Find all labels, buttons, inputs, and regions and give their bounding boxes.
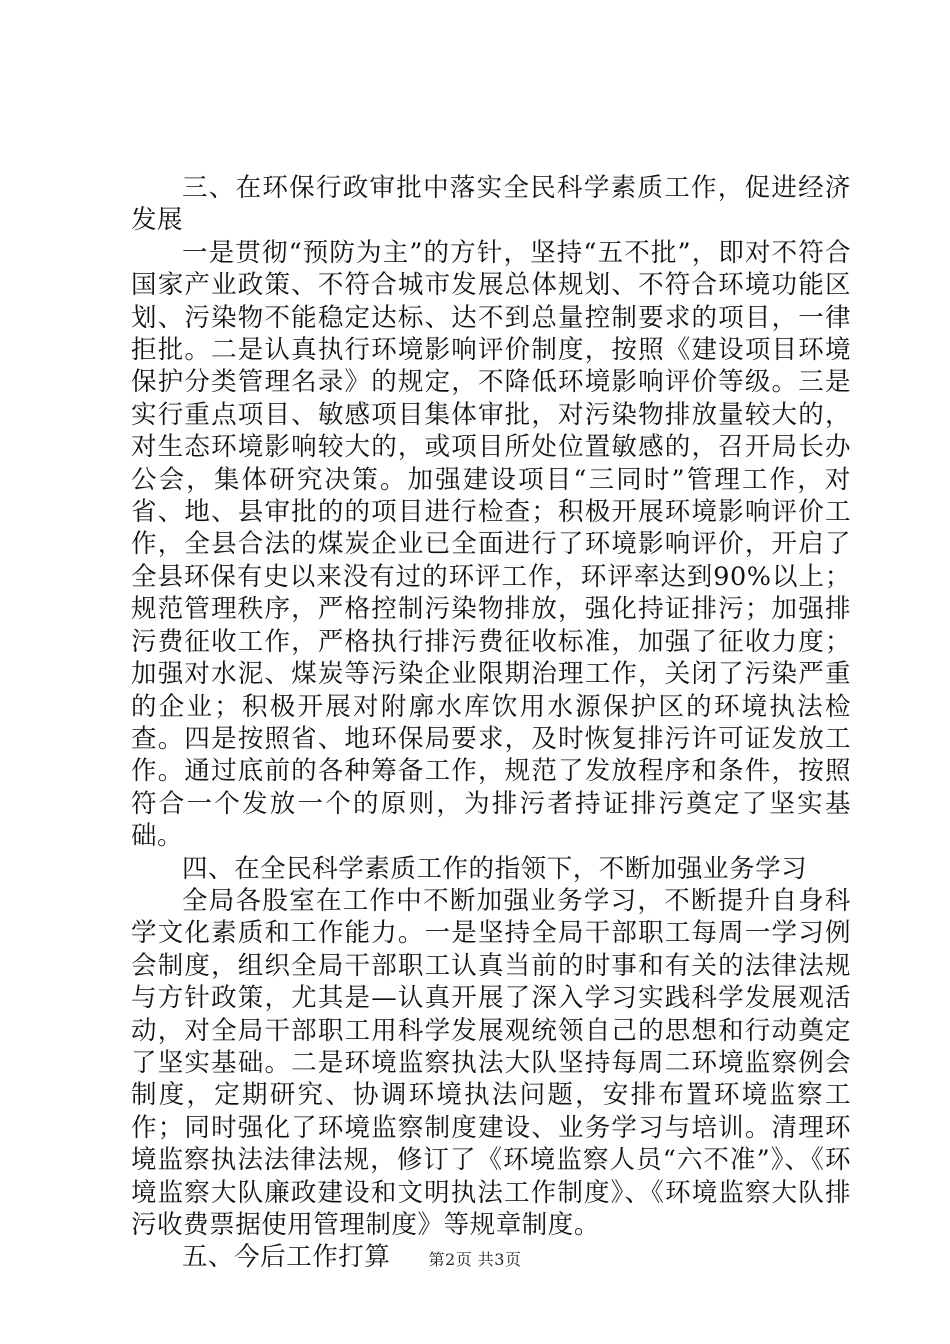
page-footer: 第2页 共3页 xyxy=(428,1250,522,1269)
section-heading-5: 五、今后工作打算 xyxy=(182,1242,391,1273)
section-heading-4: 四、在全民科学素质工作的指领下，不断加强业务学习 xyxy=(182,853,808,884)
body-paragraph-2: 全局各股室在工作中不断加强业务学习，不断提升自身科学文化素质和工作能力。一是坚持全局干部职工每周一学习例会制度，组织全局干部职工认真当前的时事和有关的法律法规与方针政策，尤其是—认真开展了深入学习实践科学发展观活动，对全局干部职工用科学发展观统领自己的思想和行动奠定了坚实基础。二是环境监察执法大队坚持每周二环境监察例会制度，定期研究、协调环境执法问题，安排布置环境监察工作；同时强化了环境监察制度建设、业务学习与培训。清理环境监察执法法律法规，修订了《环境监察人员“六不准”》、《环境监察大队廉政建设和文明执法工作制度》、《环境监察大队排污收费票据使用管理制度》等规章制度。 xyxy=(131,885,851,1240)
body-paragraph-1: 一是贯彻“预防为主”的方针，坚持“五不批”，即对不符合国家产业政策、不符合城市发展总体规划、不符合环境功能区划、污染物不能稳定达标、达不到总量控制要求的项目，一律拒批。二是认真执行环境影响评价制度，按照《建设项目环境保护分类管理名录》的规定，不降低环境影响评价等级。三是实行重点项目、敏感项目集体审批，对污染物排放量较大的，对生态环境影响较大的，或项目所处位置敏感的，召开局长办公会，集体研究决策。加强建设项目“三同时”管理工作，对省、地、县审批的的项目进行检查；积极开展环境影响评价工作，全县合法的煤炭企业已全面进行了环境影响评价，开启了全县环保有史以来没有过的环评工作，环评率达到90%以上；规范管理秩序，严格控制污染物排放，强化持证排污；加强排污费征收工作，严格执行排污费征收标准，加强了征收力度；加强对水泥、煤炭等污染企业限期治理工作，关闭了污染严重的企业；积极开展对附廓水库饮用水源保护区的环境执法检查。四是按照省、地环保局要求，及时恢复排污许可证发放工作。通过底前的各种筹备工作，规范了发放程序和条件，按照符合一个发放一个的原则，为排污者持证排污奠定了坚实基础。 xyxy=(131,237,851,852)
section-heading-3: 三、在环保行政审批中落实全民科学素质工作，促进经济发展 xyxy=(131,173,851,236)
document-body xyxy=(131,172,851,1274)
